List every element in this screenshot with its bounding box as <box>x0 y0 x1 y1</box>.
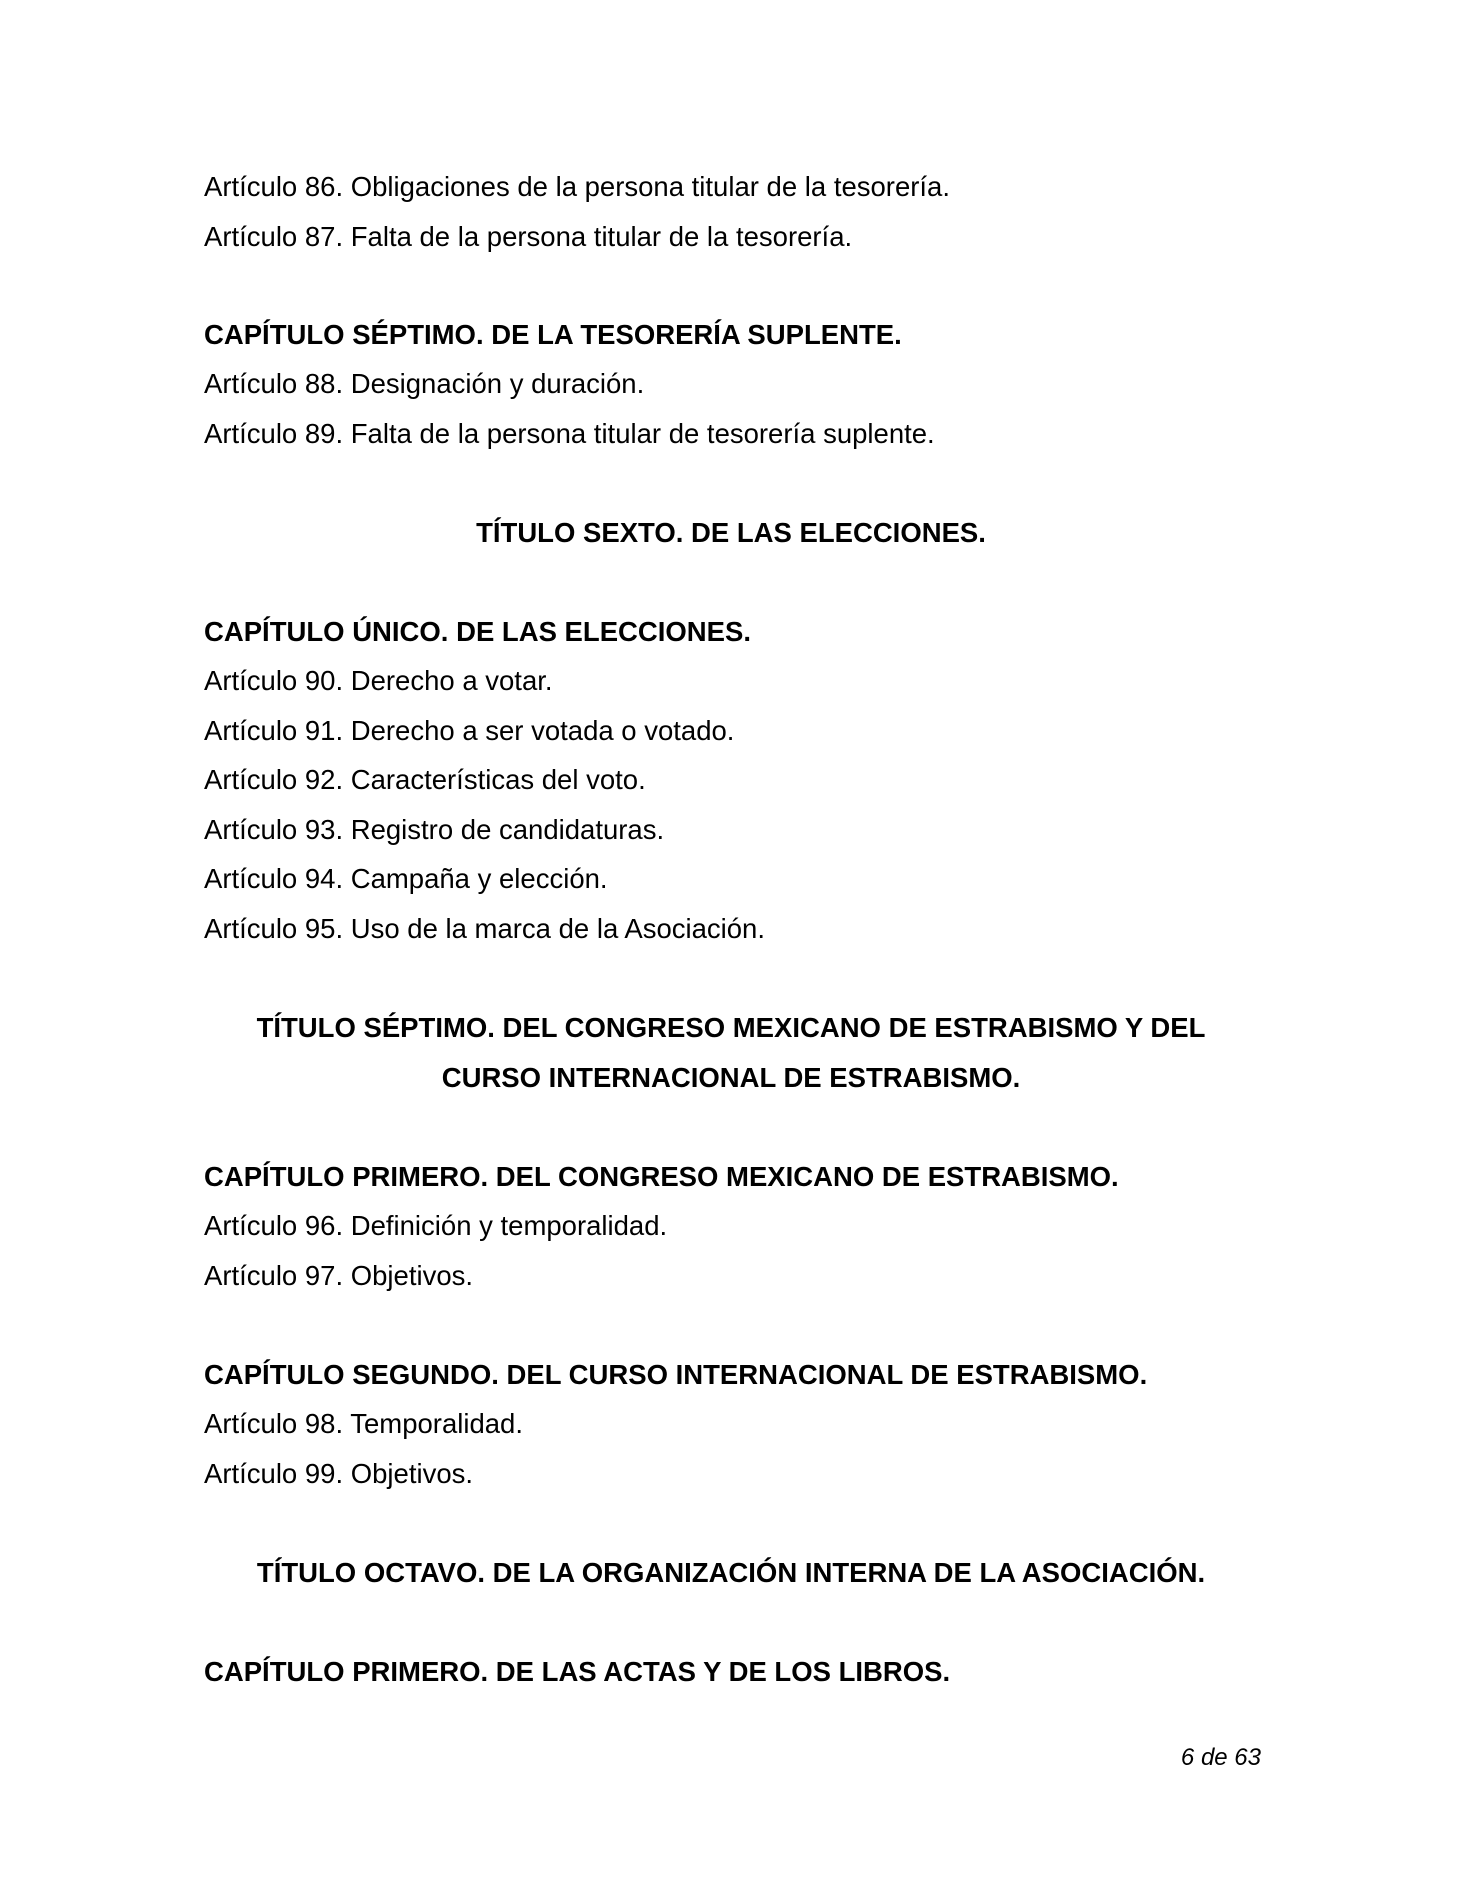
page-number: 6 de 63 <box>1180 1744 1261 1771</box>
article-97: Artículo 97. Objetivos. <box>204 1260 474 1291</box>
article-94: Artículo 94. Campaña y elección. <box>204 863 608 894</box>
chapter-heading-septimo: CAPÍTULO SÉPTIMO. DE LA TESORERÍA SUPLENTE. <box>204 319 902 350</box>
article-87: Artículo 87. Falta de la persona titular de la tesorería. <box>204 221 853 252</box>
chapter-heading-unico: CAPÍTULO ÚNICO. DE LAS ELECCIONES. <box>204 616 751 647</box>
article-93: Artículo 93. Registro de candidaturas. <box>204 814 665 845</box>
chapter-heading-segundo-curso: CAPÍTULO SEGUNDO. DEL CURSO INTERNACIONAL DE ESTRABISMO. <box>204 1359 1148 1390</box>
chapter-heading-primero-congreso: CAPÍTULO PRIMERO. DEL CONGRESO MEXICANO DE ESTRABISMO. <box>204 1161 1119 1192</box>
article-92: Artículo 92. Características del voto. <box>204 764 646 795</box>
article-95: Artículo 95. Uso de la marca de la Asociación. <box>204 913 765 944</box>
article-91: Artículo 91. Derecho a ser votada o votado. <box>204 715 735 746</box>
article-96: Artículo 96. Definición y temporalidad. <box>204 1210 668 1241</box>
article-98: Artículo 98. Temporalidad. <box>204 1408 523 1439</box>
article-88: Artículo 88. Designación y duración. <box>204 368 645 399</box>
title-heading-octavo: TÍTULO OCTAVO. DE LA ORGANIZACIÓN INTERNA DE LA ASOCIACIÓN. <box>256 1557 1206 1588</box>
article-89: Artículo 89. Falta de la persona titular de tesorería suplente. <box>204 418 935 449</box>
article-99: Artículo 99. Objetivos. <box>204 1458 474 1489</box>
title-heading-sexto: TÍTULO SEXTO. DE LAS ELECCIONES. <box>476 517 986 548</box>
title-heading-septimo-line1: TÍTULO SÉPTIMO. DEL CONGRESO MEXICANO DE ESTRABISMO Y DEL <box>256 1012 1206 1043</box>
title-heading-septimo-line2: CURSO INTERNACIONAL DE ESTRABISMO. <box>441 1062 1021 1093</box>
chapter-heading-primero-actas: CAPÍTULO PRIMERO. DE LAS ACTAS Y DE LOS LIBROS. <box>204 1656 951 1687</box>
article-86: Artículo 86. Obligaciones de la persona titular de la tesorería. <box>204 171 950 202</box>
article-90: Artículo 90. Derecho a votar. <box>204 665 553 696</box>
